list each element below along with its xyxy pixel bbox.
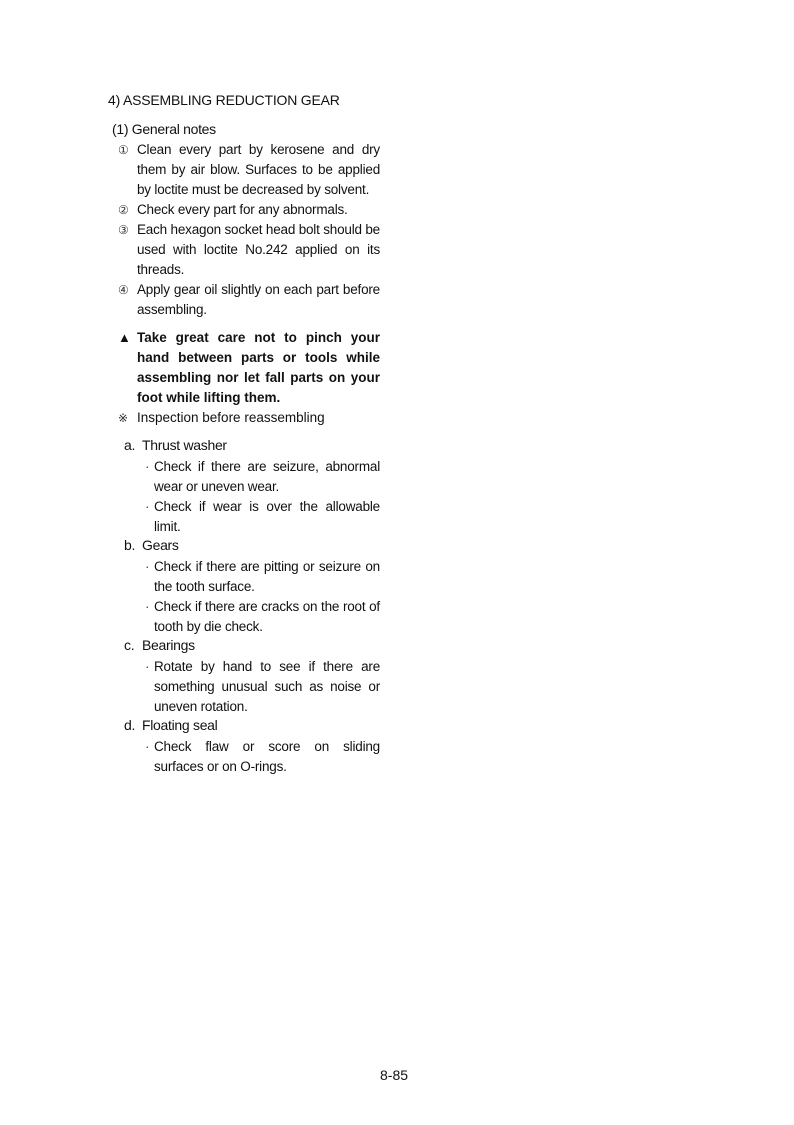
safety-warning <box>118 328 380 408</box>
note-text: Clean every part by kerosene and dry them by air blow. Surfaces to be applied by loctite must be decreased by solvent. <box>137 142 380 197</box>
section-title-text: Gears <box>142 537 179 553</box>
inspection-text: Inspection before reassembling <box>137 410 325 425</box>
bullet-marker: · <box>145 659 150 674</box>
note-item <box>118 200 380 220</box>
reference-mark-icon: ※ <box>118 411 129 425</box>
check-item <box>145 657 380 717</box>
section-label: a. <box>124 437 136 453</box>
warning-triangle-icon: ▲ <box>118 330 131 345</box>
section-title-text: Thrust washer <box>142 437 227 453</box>
note-marker: ④ <box>118 283 129 297</box>
check-text: Rotate by hand to see if there are something unusual such as noise or uneven rotation. <box>154 659 380 714</box>
section-title <box>124 637 195 653</box>
section-title-text: Bearings <box>142 637 195 653</box>
check-text: Check if there are cracks on the root of tooth by die check. <box>154 599 380 634</box>
section-label: c. <box>124 637 135 653</box>
check-text: Check if there are pitting or seizure on the tooth surface. <box>154 559 380 594</box>
bullet-marker: · <box>145 599 150 614</box>
warning-text: Take great care not to pinch your hand between parts or tools while assembling nor let fall parts on your foot while lifting them. <box>137 330 380 405</box>
check-text: Check if wear is over the allowable limit. <box>154 499 380 534</box>
inspection-note <box>118 408 380 428</box>
note-text: Each hexagon socket head bolt should be used with loctite No.242 applied on its threads. <box>137 222 380 277</box>
note-item <box>118 140 380 200</box>
section-heading: 4) ASSEMBLING REDUCTION GEAR <box>108 92 340 108</box>
section-label: d. <box>124 717 136 733</box>
check-text: Check flaw or score on sliding surfaces or on O-rings. <box>154 739 380 774</box>
note-marker: ③ <box>118 223 129 237</box>
note-text: Check every part for any abnormals. <box>137 202 348 217</box>
check-item <box>145 457 380 497</box>
note-marker: ① <box>118 143 129 157</box>
check-text: Check if there are seizure, abnormal wear or uneven wear. <box>154 459 380 494</box>
check-item <box>145 497 380 537</box>
general-notes-heading: (1) General notes <box>112 121 216 137</box>
section-title <box>124 437 227 453</box>
note-item <box>118 220 380 280</box>
note-text: Apply gear oil slightly on each part before assembling. <box>137 282 380 317</box>
check-item <box>145 737 380 777</box>
section-title <box>124 717 217 733</box>
check-item <box>145 557 380 597</box>
page-number: 8-85 <box>380 1067 409 1083</box>
bullet-marker: · <box>145 459 150 474</box>
bullet-marker: · <box>145 739 150 754</box>
section-label: b. <box>124 537 136 553</box>
section-title-text: Floating seal <box>142 717 218 733</box>
check-item <box>145 597 380 637</box>
section-title <box>124 537 179 553</box>
note-marker: ② <box>118 203 129 217</box>
bullet-marker: · <box>145 559 150 574</box>
bullet-marker: · <box>145 499 150 514</box>
note-item <box>118 280 380 320</box>
